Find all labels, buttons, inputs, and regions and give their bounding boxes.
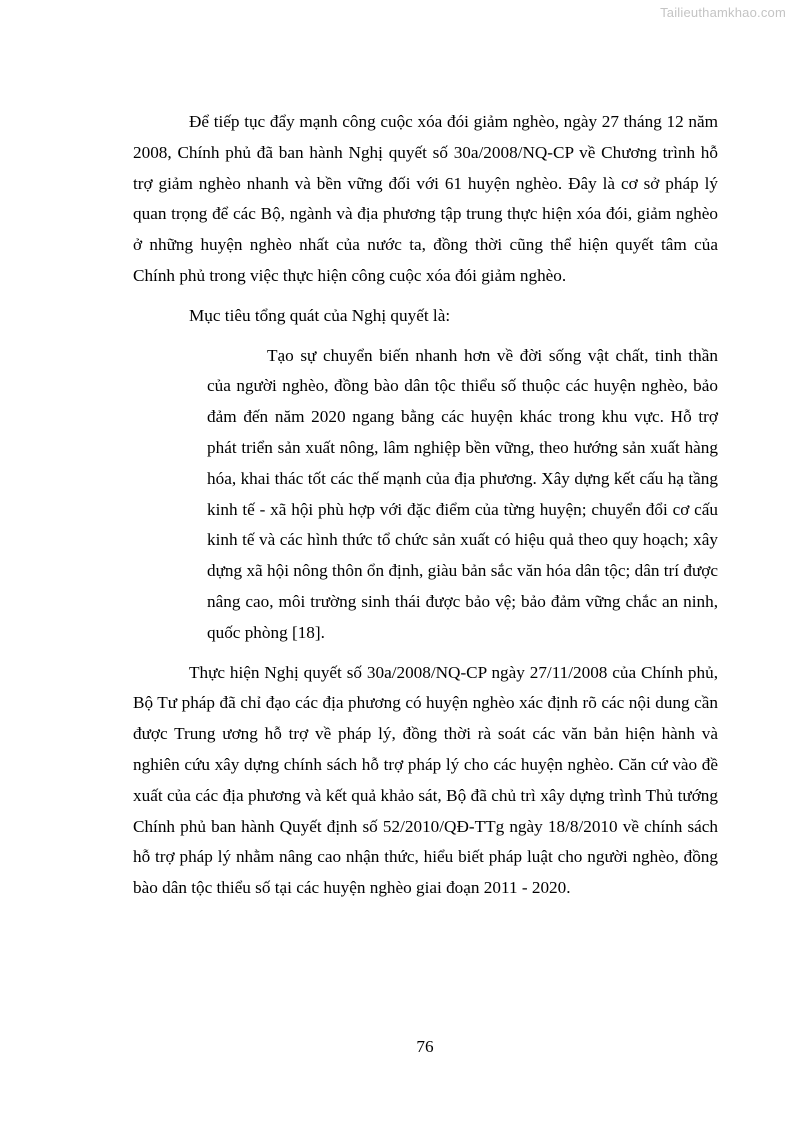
block-quote-objective: Tạo sự chuyển biến nhanh hơn về đời sống vật chất, tinh thần của người nghèo, đồng bào dân tộc thiểu số thuộc các huyện nghèo, bảo đảm đến năm 2020 ngang bằng các huyện khác trong khu vực. Hỗ trợ phát triển sản xuất nông, lâm nghiệp bền vững, theo hướng sản xuất hàng hóa, khai thác tốt các thế mạnh của địa phương. Xây dựng kết cấu hạ tầng kinh tế - xã hội phù hợp với đặc điểm của từng huyện; chuyển đổi cơ cấu kinh tế và các hình thức tổ chức sản xuất có hiệu quả theo quy hoạch; xây dựng xã hội nông thôn ổn định, giàu bản sắc văn hóa dân tộc; dân trí được nâng cao, môi trường sinh thái được bảo vệ; bảo đảm vững chắc an ninh, quốc phòng [18].: [207, 345, 718, 642]
page-body: [133, 107, 718, 904]
paragraph-intro: Để tiếp tục đẩy mạnh công cuộc xóa đói giảm nghèo, ngày 27 tháng 12 năm 2008, Chính phủ đã ban hành Nghị quyết số 30a/2008/NQ-CP về Chương trình hỗ trợ giảm nghèo nhanh và bền vững đối với 61 huyện nghèo. Đây là cơ sở pháp lý quan trọng để các Bộ, ngành và địa phương tập trung thực hiện xóa đói, giảm nghèo ở những huyện nghèo nhất của nước ta, đồng thời cũng thể hiện quyết tâm của Chính phủ trong việc thực hiện công cuộc xóa đói giảm nghèo.: [133, 112, 718, 285]
page-number: 76: [416, 1037, 434, 1056]
watermark-text: Tailieuthamkhao.com: [660, 5, 786, 20]
paragraph-implementation: Thực hiện Nghị quyết số 30a/2008/NQ-CP ngày 27/11/2008 của Chính phủ, Bộ Tư pháp đã chỉ đạo các địa phương có huyện nghèo xác định rõ các nội dung cần được Trung ương hỗ trợ về pháp lý, đồng thời rà soát các văn bản hiện hành và nghiên cứu xây dựng chính sách hỗ trợ pháp lý cho các huyện nghèo. Căn cứ vào đề xuất của các địa phương và kết quả khảo sát, Bộ đã chủ trì xây dựng trình Thủ tướng Chính phủ ban hành Quyết định số 52/2010/QĐ-TTg ngày 18/8/2010 về chính sách hỗ trợ pháp lý nhằm nâng cao nhận thức, hiểu biết pháp luật cho người nghèo, đồng bào dân tộc thiểu số tại các huyện nghèo giai đoạn 2011 - 2020.: [133, 662, 718, 898]
paragraph-objective-lead: Mục tiêu tổng quát của Nghị quyết là:: [189, 305, 451, 325]
